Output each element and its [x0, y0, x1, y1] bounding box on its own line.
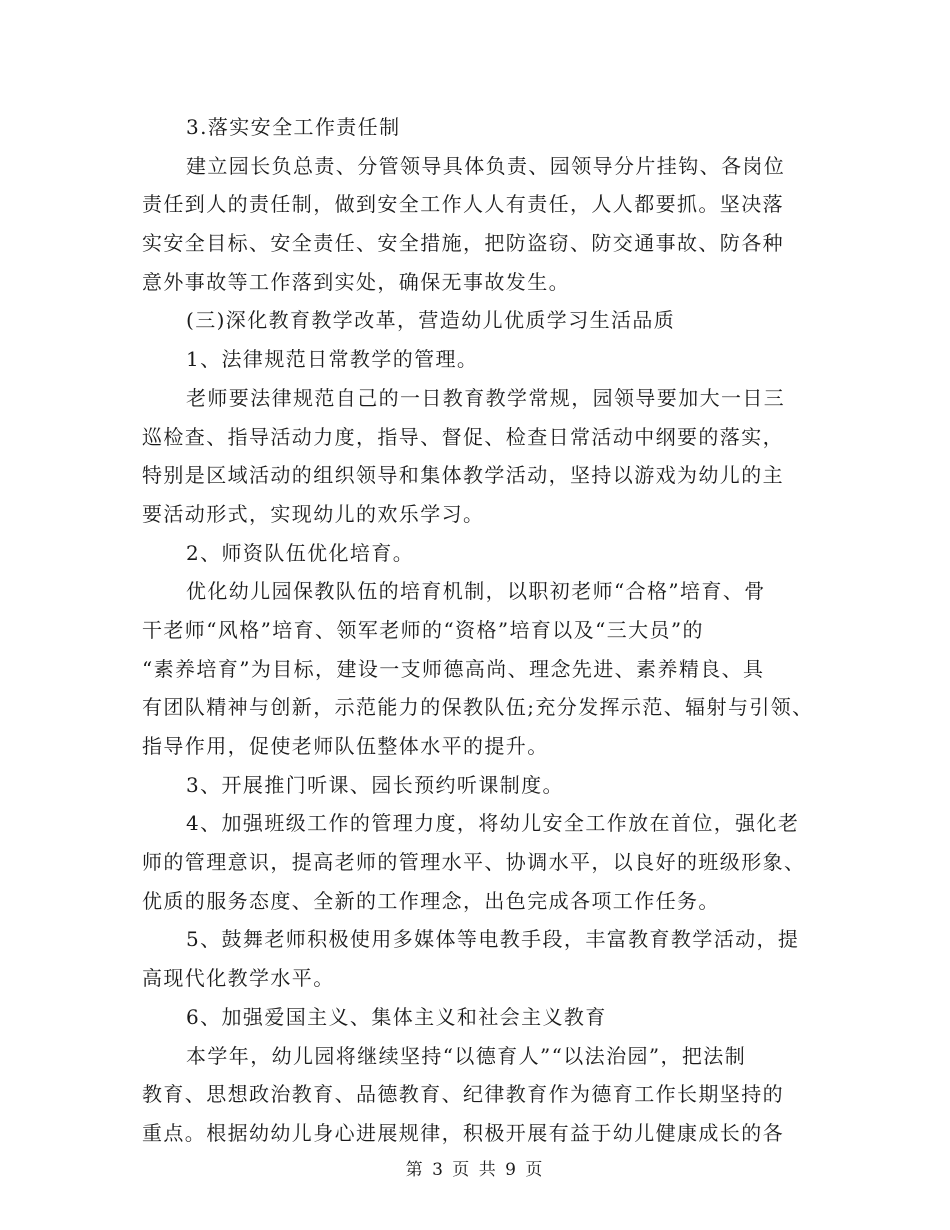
- text-line: 3.落实安全工作责任制: [186, 115, 401, 139]
- text-line: 师的管理意识，提高老师的管理水平、协调水平，以良好的班级形象、: [142, 850, 806, 875]
- text-line: 教育、思想政治教育、品德教育、纪律教育作为德育工作长期坚持的: [142, 1082, 784, 1107]
- text-line: 重点。根据幼幼儿身心进展规律，积极开展有益于幼儿健康成长的各: [142, 1120, 784, 1145]
- text-line: 优化幼儿园保教队伍的培育机制，以职初老师“合格”培育、骨: [186, 579, 766, 604]
- text-line: 特别是区域活动的组织领导和集体教学活动，坚持以游戏为幼儿的主: [142, 463, 784, 488]
- text-line: 6、加强爱国主义、集体主义和社会主义教育: [186, 1004, 607, 1029]
- text-line: 3、开展推门听课、园长预约听课制度。: [186, 772, 564, 797]
- text-line: 高现代化教学水平。: [142, 966, 335, 991]
- text-line: 实安全目标、安全责任、安全措施，把防盗窃、防交通事故、防各种: [142, 231, 784, 256]
- text-line: 巡检查、指导活动力度，指导、督促、检查日常活动中纲要的落实，: [142, 424, 784, 449]
- text-line: 4、加强班级工作的管理力度，将幼儿安全工作放在首位，强化老: [186, 811, 800, 836]
- text-line: 2、师资队伍优化培育。: [186, 540, 415, 565]
- text-line: 意外事故等工作落到实处，确保无事故发生。: [142, 269, 570, 294]
- text-line: 本学年，幼儿园将继续坚持“以德育人”“以法治园”，把法制: [186, 1043, 747, 1068]
- text-line: 优质的服务态度、全新的工作理念，出色完成各项工作任务。: [142, 888, 720, 913]
- text-line: 干老师“风格”培育、领军老师的“资格”培育以及“三大员”的: [142, 617, 704, 642]
- text-line: 指导作用，促使老师队伍整体水平的提升。: [142, 734, 549, 758]
- text-line: 要活动形式，实现幼儿的欢乐学习。: [142, 501, 485, 526]
- text-line: 5、鼓舞老师积极使用多媒体等电教手段，丰富教育教学活动，提: [186, 927, 800, 952]
- document-body: [142, 108, 822, 1153]
- page-footer: 第 3 页 共 9 页: [405, 1160, 545, 1180]
- text-line: 建立园长负总责、分管领导具体负责、园领导分片挂钩、各岗位: [186, 153, 786, 178]
- text-line: 责任到人的责任制，做到安全工作人人有责任，人人都要抓。坚决落: [142, 192, 784, 217]
- text-line: 老师要法律规范自己的一日教育教学常规，园领导要加大一日三: [186, 385, 786, 410]
- text-line: 有团队精神与创新，示范能力的保教队伍;充分发挥示范、辐射与引领、: [142, 695, 814, 720]
- text-line: (三)深化教育教学改革，营造幼儿优质学习生活品质: [186, 308, 676, 333]
- text-line: 1、法律规范日常教学的管理。: [186, 347, 479, 372]
- text-line: “素养培育”为目标，建设一支师德高尚、理念先进、素养精良、具: [142, 656, 765, 681]
